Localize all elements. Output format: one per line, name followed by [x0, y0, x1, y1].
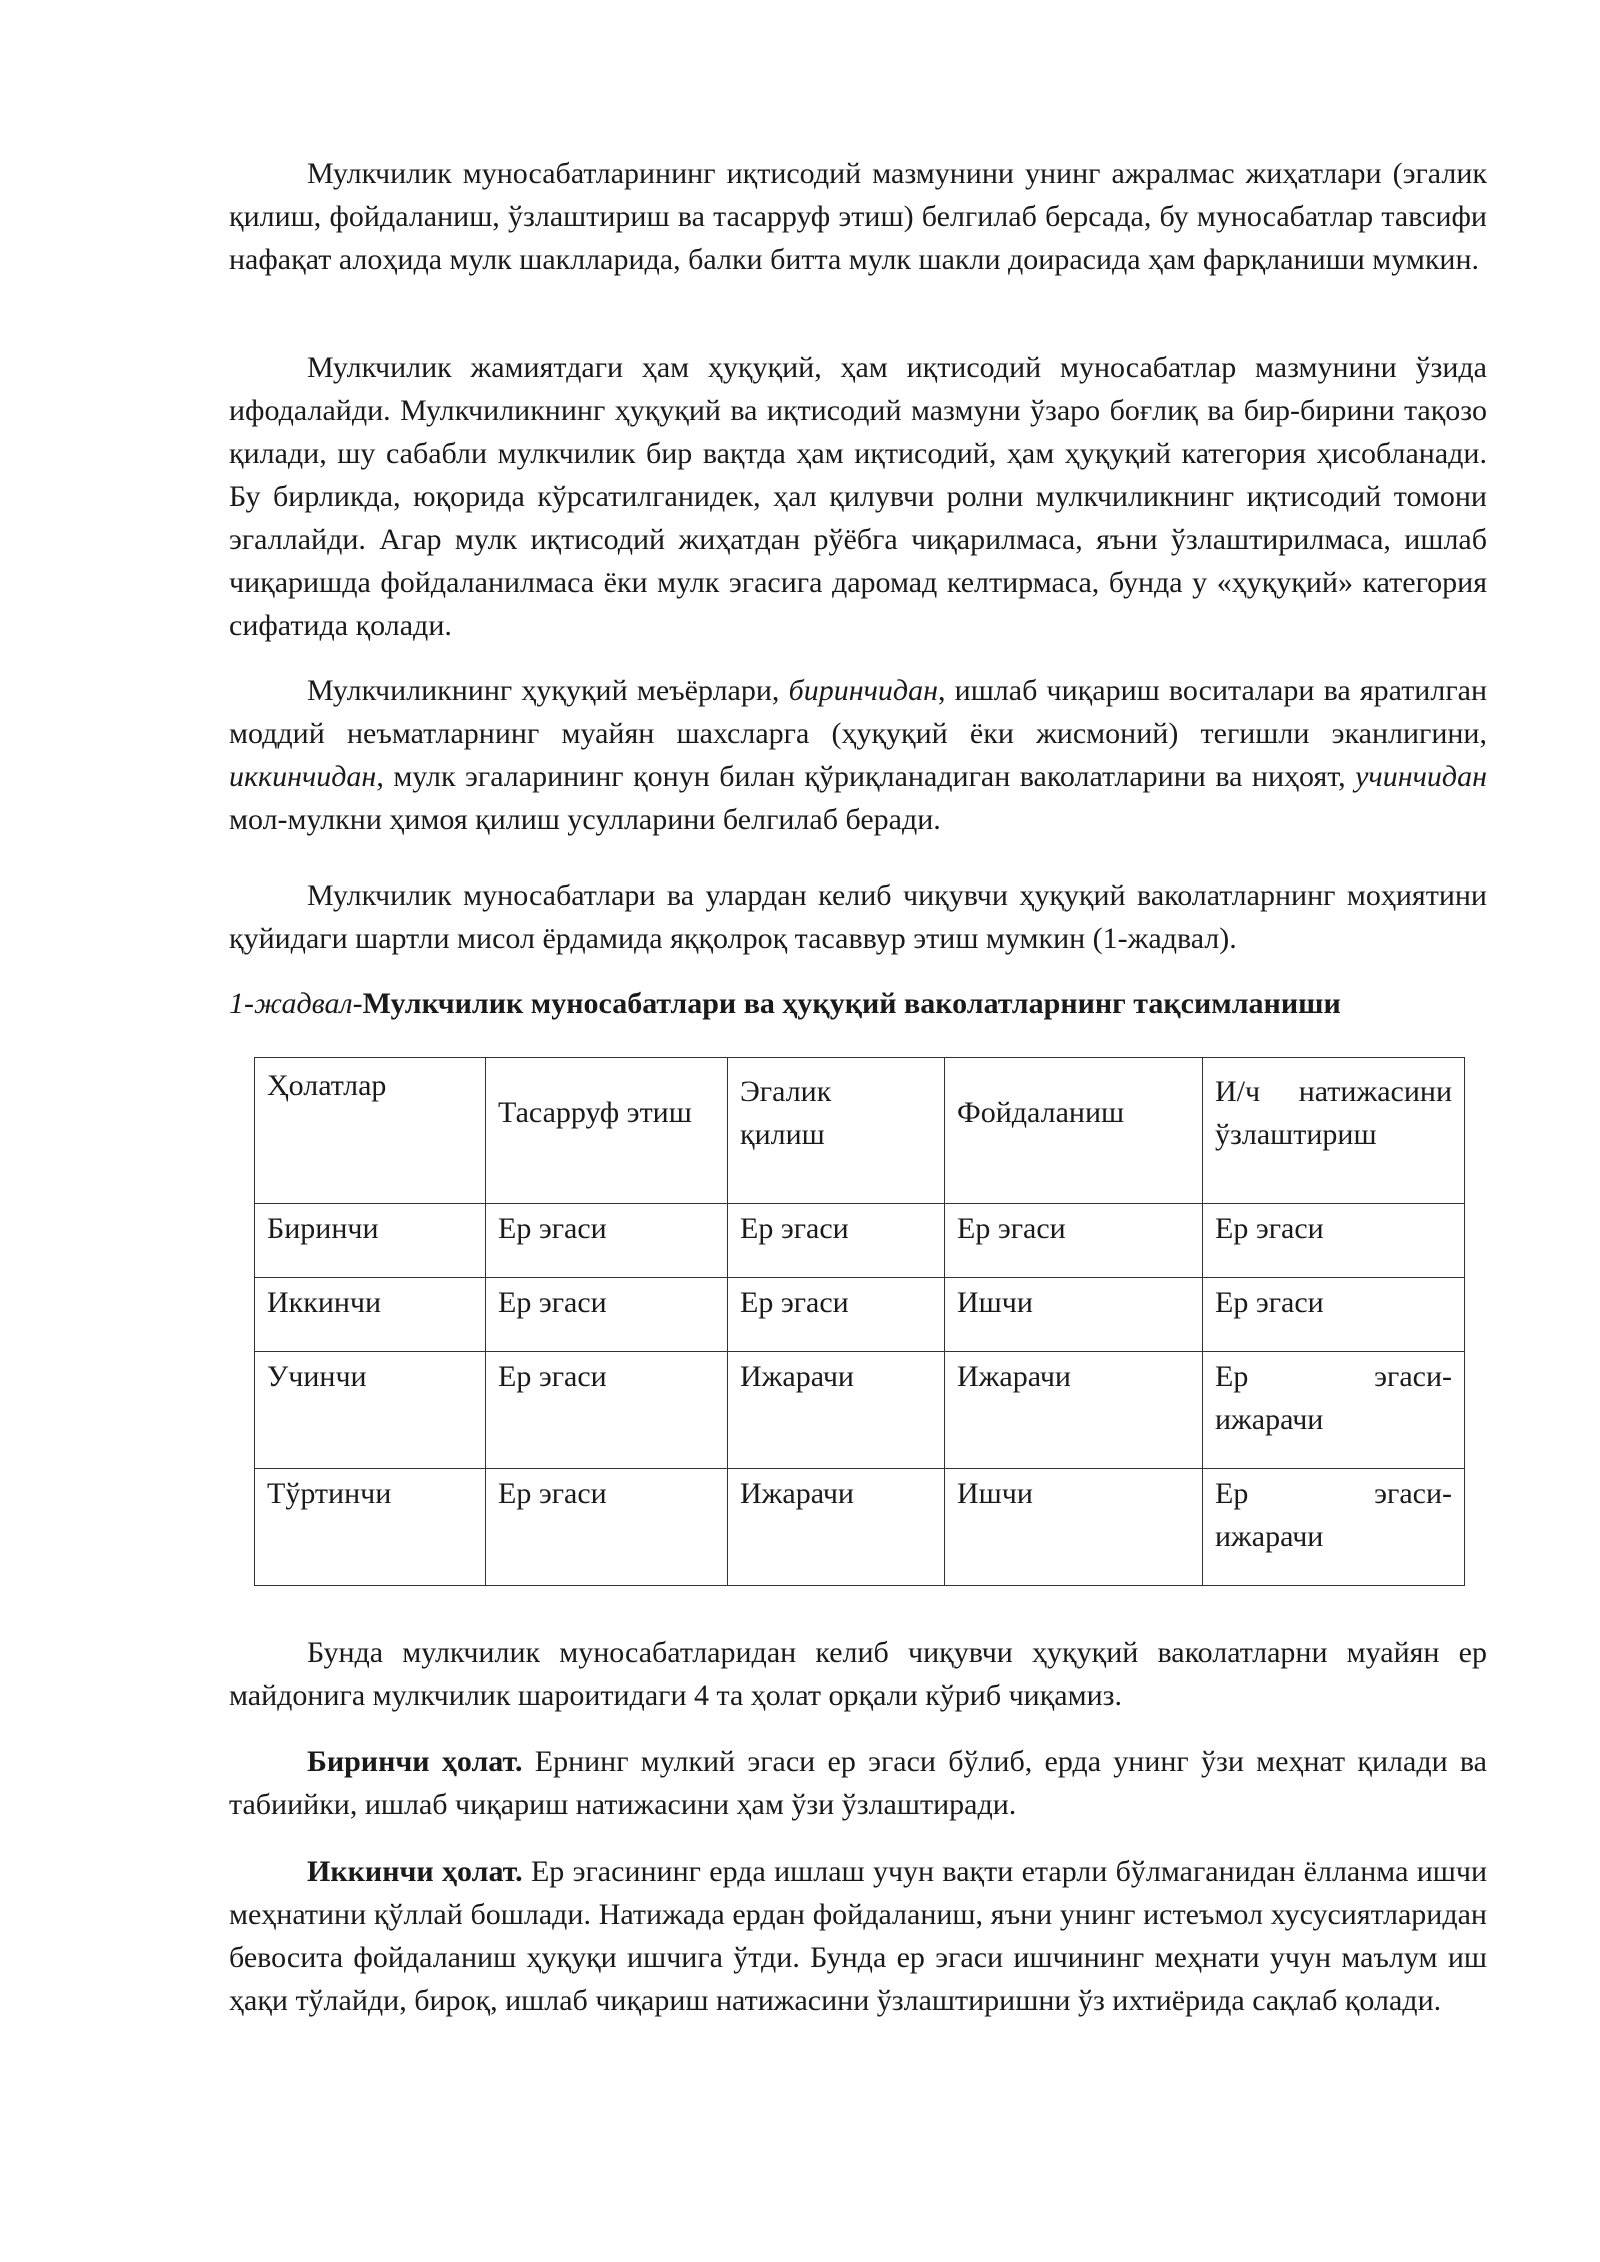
text-run: , мулк эгаларининг қонун билан қўриқланадиган ваколатларини ва ниҳоят,: [376, 760, 1356, 793]
case-heading-second: Иккинчи ҳолат.: [307, 1855, 523, 1888]
cell-disposal: Ер эгаси: [486, 1278, 728, 1352]
paragraph-3: [229, 669, 1487, 841]
cell-state: Иккинчи: [255, 1278, 486, 1352]
text-run: Ернинг мулкий эгаси ер эгаси бўлиб, ерда унинг ўзи меҳнат қилади ва табиийки, ишлаб чиқариш натижасини ҳам ўзи ўзлаштиради.: [229, 1745, 1487, 1821]
cell-state: Тўртинчи: [255, 1469, 486, 1586]
table-caption: [229, 982, 1341, 1025]
emphasis-third: учинчидан: [1355, 760, 1487, 793]
emphasis-second: иккинчидан: [229, 760, 377, 793]
cell-ownership: Ижарачи: [728, 1352, 945, 1469]
table-title: Мулкчилик муносабатлари ва ҳуқуқий ваколатларнинг тақсимланиши: [362, 987, 1341, 1020]
header-cell-use: Фойдаланиш: [945, 1058, 1203, 1204]
case-heading-first: Биринчи ҳолат.: [307, 1745, 523, 1778]
data-table: [254, 1057, 1465, 1586]
paragraph-2: Мулкчилик жамиятдаги ҳам ҳуқуқий, ҳам иқтисодий муносабатлар мазмунини ўзида ифодалайди. Мулкчиликнинг ҳуқуқий ва иқтисодий мазмуни ўзаро боғлиқ ва бир-бирини тақозо қилади, шу сабабли мулкчилик бир вақтда ҳам иқтисодий, ҳам ҳуқуқий категория ҳисобланади. Бу бирликда, юқорида кўрсатилганидек, ҳал қилувчи ролни мулкчиликнинг иқтисодий томони эгаллайди. Агар мулк иқтисодий жиҳатдан рўёбга чиқарилмаса, яъни ўзлаштирилмаса, ишлаб чиқаришда фойдаланилмаса ёки мулк эгасига даромад келтирмаса, бунда у «ҳуқуқий» категория сифатида қолади.: [229, 351, 1487, 642]
appropriation-line: Ер эгаси-: [1215, 1360, 1452, 1393]
table-number: 1-жадвал-: [229, 987, 363, 1020]
table-row: [255, 1204, 1465, 1278]
cell-disposal: Ер эгаси: [486, 1469, 728, 1586]
cell-ownership: Ер эгаси: [728, 1204, 945, 1278]
paragraph-7: [229, 1850, 1487, 2022]
table-row: [255, 1469, 1465, 1586]
text-run: Ер эгасининг ерда ишлаш учун вақти етарли бўлмаганидан ёлланма ишчи меҳнатини қўллай бошлади. Натижада ердан фойдаланиш, яъни унинг истеъмол хусусиятларидан бевосита фойдаланиш ҳуқуқи ишчига ўтди. Бунда ер эгаси ишчининг меҳнати учун маълум иш ҳақи тўлайди, бироқ, ишлаб чиқариш натижасини ўзлаштиришни ўз ихтиёрида сақлаб қолади.: [229, 1855, 1487, 2017]
table-row: [255, 1352, 1465, 1469]
cell-appropriation: Ер эгаси: [1203, 1204, 1465, 1278]
cell-ownership: Ижарачи: [728, 1469, 945, 1586]
cell-disposal: Ер эгаси: [486, 1204, 728, 1278]
cell-use: Ижарачи: [945, 1352, 1203, 1469]
cell-use: Ер эгаси: [945, 1204, 1203, 1278]
cell-appropriation: [1203, 1469, 1465, 1586]
appropriation-line: ижарачи: [1215, 1520, 1324, 1553]
cell-appropriation: [1203, 1352, 1465, 1469]
cell-use: Ишчи: [945, 1469, 1203, 1586]
table-row: [255, 1278, 1465, 1352]
appropriation-line: Ер эгаси-: [1215, 1477, 1452, 1510]
text-run: мол-мулкни ҳимоя қилиш усулларини белгилаб беради.: [229, 803, 941, 836]
emphasis-first: биринчидан: [788, 674, 938, 707]
cell-appropriation: Ер эгаси: [1203, 1278, 1465, 1352]
appropriation-line: ижарачи: [1215, 1403, 1324, 1436]
header-cell-appropriation: И/ч натижасини ўзлаштириш: [1203, 1058, 1465, 1204]
text-run: Мулкчиликнинг ҳуқуқий меъёрлари,: [307, 674, 789, 707]
paragraph-5: Бунда мулкчилик муносабатларидан келиб чиқувчи ҳуқуқий ваколатларни муайян ер майдонига мулкчилик шароитидаги 4 та ҳолат орқали кўриб чиқамиз.: [229, 1636, 1487, 1712]
header-cell-ownership: Эгалик қилиш: [728, 1058, 945, 1204]
cell-ownership: Ер эгаси: [728, 1278, 945, 1352]
table-header-row: [255, 1058, 1465, 1204]
cell-disposal: Ер эгаси: [486, 1352, 728, 1469]
paragraph-4: Мулкчилик муносабатлари ва улардан келиб чиқувчи ҳуқуқий ваколатларнинг моҳиятини қуйидаги шартли мисол ёрдамида яққолроқ тасаввур этиш мумкин (1-жадвал).: [229, 879, 1487, 955]
cell-state: Биринчи: [255, 1204, 486, 1278]
header-cell-disposal: Тасарруф этиш: [486, 1058, 728, 1204]
paragraph-6: [229, 1740, 1487, 1826]
paragraph-1: Мулкчилик муносабатларининг иқтисодий мазмунини унинг ажралмас жиҳатлари (эгалик қилиш, фойдаланиш, ўзлаштириш ва тасарруф этиш) белгилаб берсада, бу муносабатлар тавсифи нафақат алоҳида мулк шаклларида, балки битта мулк шакли доирасида ҳам фарқланиши мумкин.: [229, 157, 1487, 276]
cell-use: Ишчи: [945, 1278, 1203, 1352]
text-run: , ишлаб чиқариш воситалари ва яратилган моддий неъматларнинг муайян шахсларга (ҳуқуқий ёки жисмоний) тегишли эканлигини,: [229, 674, 1488, 750]
header-cell-states: Ҳолатлар: [255, 1058, 486, 1204]
cell-state: Учинчи: [255, 1352, 486, 1469]
